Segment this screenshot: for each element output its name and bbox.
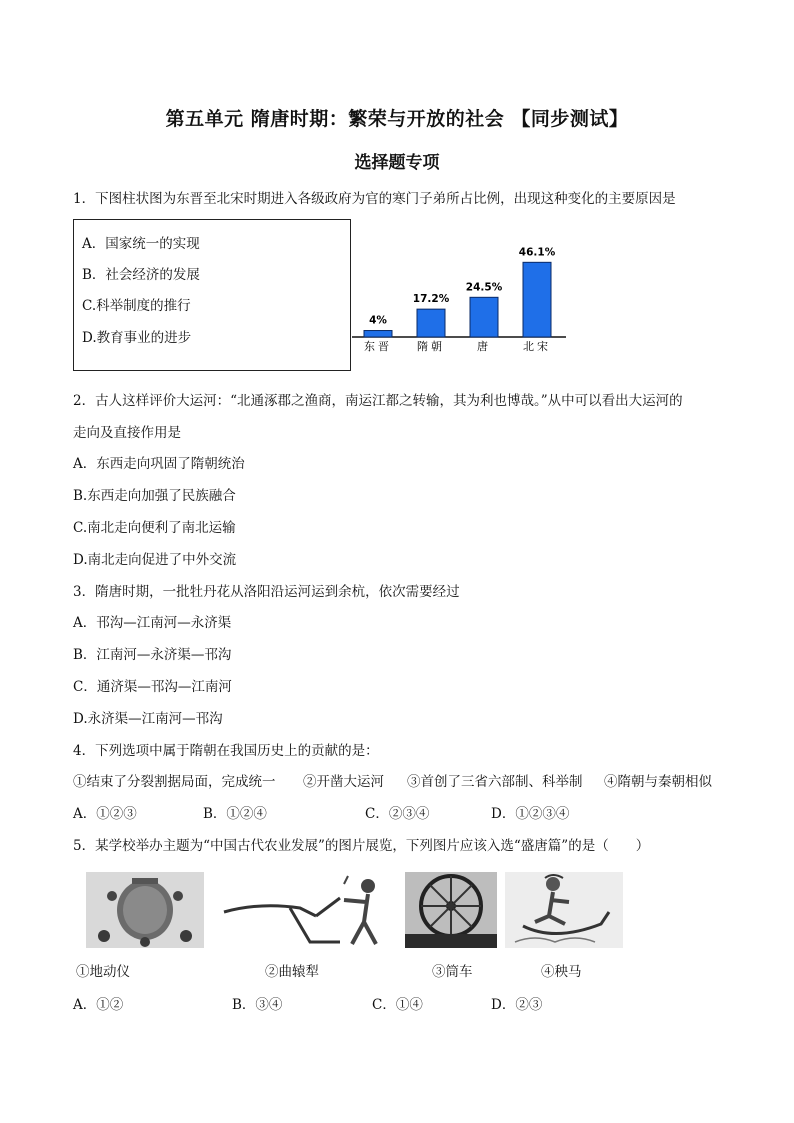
q3-option-d[interactable]: D.永济渠—江南河—邗沟: [73, 711, 223, 727]
q1-stem: 1．下图柱状图为东晋至北宋时期进入各级政府为官的寒门子弟所占比例，出现这种变化的主要原因是: [73, 191, 676, 207]
rice-seedling-horse-image: [505, 872, 623, 948]
q4-item-4: ④隋朝与秦朝相似: [604, 774, 712, 790]
chart-data-label-0: 4%: [369, 314, 387, 327]
q1-options-box: [73, 219, 351, 371]
chart-bar-2: [470, 297, 498, 337]
q2-stem-line1: 2．古人这样评价大运河：“北通涿郡之渔商，南运江都之转输，其为利也博哉。”从中可以看出大运河的: [73, 393, 683, 409]
q5-option-b[interactable]: B．③④: [232, 997, 283, 1013]
q1-option-c[interactable]: C.科举制度的推行: [82, 298, 191, 314]
q4-option-c[interactable]: C．②③④: [365, 806, 430, 822]
q4-item-3: ③首创了三省六部制、科举制: [407, 774, 583, 790]
q5-stem: 5．某学校举办主题为“中国古代农业发展”的图片展览，下列图片应该入选“盛唐篇”的是（ ）: [73, 838, 650, 854]
q1-option-b[interactable]: B．社会经济的发展: [82, 267, 200, 283]
seismograph-image: [86, 872, 204, 948]
q3-option-b[interactable]: B．江南河—永济渠—邗沟: [73, 647, 232, 663]
q2-option-b[interactable]: B.东西走向加强了民族融合: [73, 488, 236, 504]
q4-item-1: ①结束了分裂割据局面，完成统一: [73, 774, 276, 790]
chart-category-label-3: 北宋: [523, 340, 551, 353]
q4-stem: 4．下列选项中属于隋朝在我国历史上的贡献的是：: [73, 743, 379, 759]
page-title: 第五单元 隋唐时期：繁荣与开放的社会 【同步测试】: [165, 108, 629, 130]
chart-bar-1: [417, 309, 445, 337]
q2-stem-line2: 走向及直接作用是: [73, 425, 181, 441]
caption-seismograph: ①地动仪: [76, 964, 130, 980]
q4-option-b[interactable]: B．①②④: [203, 806, 267, 822]
q4-option-a[interactable]: A．①②③: [73, 806, 137, 822]
q5-option-a[interactable]: A．①②: [73, 997, 124, 1013]
q1-option-d[interactable]: D.教育事业的进步: [82, 330, 192, 346]
curved-plow-image: [220, 872, 400, 948]
q2-option-c[interactable]: C.南北走向便利了南北运输: [73, 520, 236, 536]
q2-option-a[interactable]: A．东西走向巩固了隋朝统治: [73, 456, 245, 472]
q5-option-d[interactable]: D．②③: [491, 997, 543, 1013]
chart-data-label-2: 24.5%: [465, 281, 503, 294]
chart-category-label-1: 隋朝: [417, 340, 445, 353]
caption-curved-plow: ②曲辕犁: [265, 964, 319, 980]
chart-bar-3: [523, 262, 551, 337]
chart-bar-0: [364, 331, 392, 337]
q2-option-d[interactable]: D.南北走向促进了中外交流: [73, 552, 237, 568]
q3-stem: 3．隋唐时期，一批牡丹花从洛阳沿运河运到余杭，依次需要经过: [73, 584, 460, 600]
chart-data-label-3: 46.1%: [518, 246, 556, 259]
caption-water-wheel: ③筒车: [432, 964, 473, 980]
q5-option-c[interactable]: C．①④: [372, 997, 423, 1013]
chart-data-label-1: 17.2%: [412, 293, 450, 306]
q1-option-a[interactable]: A．国家统一的实现: [82, 236, 200, 252]
q4-item-2: ②开凿大运河: [303, 774, 384, 790]
caption-rice-seedling-horse: ④秧马: [541, 964, 582, 980]
chart-category-label-0: 东晋: [364, 340, 392, 353]
page-subtitle: 选择题专项: [354, 153, 440, 173]
q4-option-d[interactable]: D．①②③④: [491, 806, 570, 822]
chart-category-label-2: 唐: [477, 340, 491, 353]
q3-option-a[interactable]: A．邗沟—江南河—永济渠: [73, 615, 232, 631]
q3-option-c[interactable]: C．通济渠—邗沟—江南河: [73, 679, 232, 695]
water-wheel-image: [405, 872, 497, 948]
q1-bar-chart: [352, 228, 572, 356]
